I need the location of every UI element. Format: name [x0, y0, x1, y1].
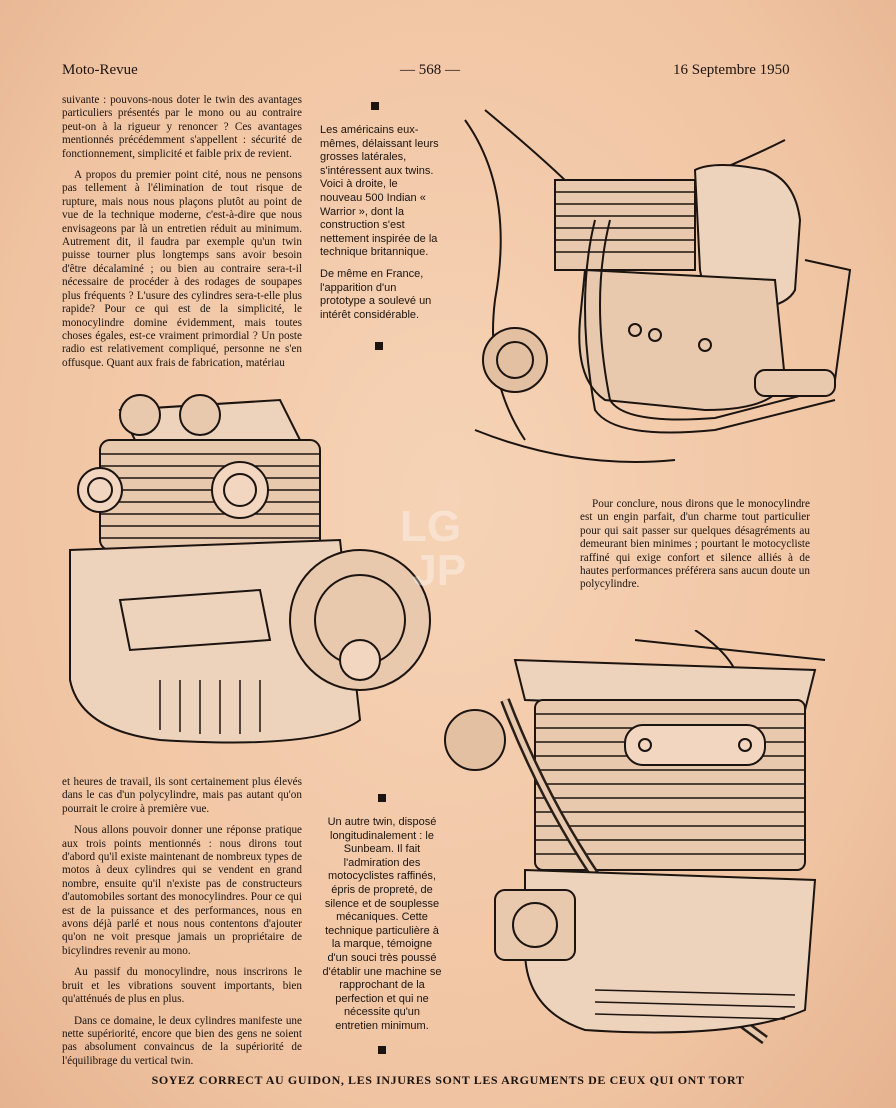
- section-marker: [371, 102, 379, 110]
- section-marker: [375, 342, 383, 350]
- watermark-logo: LG JP: [400, 502, 467, 595]
- paragraph: suivante : pouvons-nous doter le twin des avantages particuliers présentés par le mono ou au contraire peut-on à la rigueur y renoncer ? Ces avantages mentionnés précédemment s'appellent : sécurité de fonctionnement, simplicité et faible prix de revient.: [62, 94, 302, 160]
- paragraph: De même en France, l'apparition d'un prototype a soulevé un intérêt considérable.: [320, 267, 432, 321]
- issue-date: 16 Septembre 1950: [673, 62, 790, 78]
- section-marker: [378, 1046, 386, 1054]
- sidebar-text-top: [320, 124, 442, 330]
- page-number: — 568 —: [400, 62, 460, 78]
- paragraph: Nous allons pouvoir donner une réponse pratique aux trois points mentionnés : nous dirons tout d'abord qu'il existe maintenant de nombreux types de motos à deux cylindres qui se vendent en grand nombre, ensuite qu'il n'existe pas de constructeurs d'automobiles sortant des monocylindres. Pour ce qui est de la puissance et des performances, nous en avons déjà parlé et nous nous contentons d'ajouter qu'on ne voit presque jamais un propriétaire de bicylindres revenir au mono.: [62, 824, 302, 957]
- magazine-name: Moto-Revue: [62, 62, 138, 78]
- paragraph: Au passif du monocylindre, nous inscrirons le bruit et les vibrations souvent importants, bien qu'atténués de plus en plus.: [62, 966, 302, 1006]
- paragraph: et heures de travail, ils sont certainement plus élevés dans le cas d'un polycylindre, mais pas autant qu'on pourrait le croire à première vue.: [62, 776, 302, 815]
- sidebar-text-bottom: [322, 816, 442, 1042]
- paragraph: Les américains eux-mêmes, délaissant leurs grosses latérales, s'intéressent aux twins. Voici à droite, le nouveau 500 Indian « Warrior », dont la construction s'est nettement inspirée de la technique britannique.: [320, 124, 439, 259]
- page-footer-slogan: SOYEZ CORRECT AU GUIDON, LES INJURES SONT LES ARGUMENTS DE CEUX QUI ONT TORT: [151, 1073, 745, 1087]
- paragraph: Dans ce domaine, le deux cylindres manifeste une nette supériorité, encore que bien des gens ne soient pas absolument convaincus de la supériorité de l'équilibrage du vertical twin.: [62, 1014, 302, 1067]
- sunbeam-engine-illustration: [435, 630, 855, 1050]
- paragraph: A propos du premier point cité, nous ne pensons pas tellement à l'élimination de tout risque de rupture, mais nous nous plaçons plutôt au point de vue de la technique moderne, c'est-à-dire que nous envisageons par là un entretien réduit au minimum. Autrement dit, il faudra par exemple qu'un twin puisse tourner plus longtemps sans avoir besoin d'être décalaminé ; ou bien au contraire sera-t-il nécessaire de procéder à des rodages de soupapes plus fréquents ? L'usure des cylindres sera-t-elle plus rapide? Pour ce qui est de la simplicité, le monocylindre domine évidemment, mais toutes choses égales, est-ce vraiment primordial ? Un poste radio est relativement compliqué, personne ne s'en offusque. Quant aux frais de fabrication, matériau: [62, 169, 302, 369]
- section-marker: [378, 794, 386, 802]
- article-column-bottom: [62, 776, 302, 1076]
- indian-engine-illustration: [455, 100, 875, 480]
- caption-conclusion: [580, 498, 810, 592]
- paragraph: Un autre twin, disposé longitudinalement : le Sunbeam. Il fait l'admiration des motocyclistes raffinés, épris de propreté, de silence et de souplesse mécaniques. Cette technique particulière à la marque, témoigne d'un souci très poussé d'établir une machine se rapprochant de la perfection et qui ne nécessite qu'un entretien minimum.: [322, 816, 442, 1032]
- paragraph: Pour conclure, nous dirons que le monocylindre est un engin parfait, d'un charme tout particulier pour qui sait passer sur quelques désagréments au demeurant bien minimes ; pourtant le motocycliste raffiné qui exige confort et silence alliés à de hautes performances préférera sans aucun doute un polycylindre.: [580, 498, 810, 591]
- article-column-top: [62, 94, 302, 378]
